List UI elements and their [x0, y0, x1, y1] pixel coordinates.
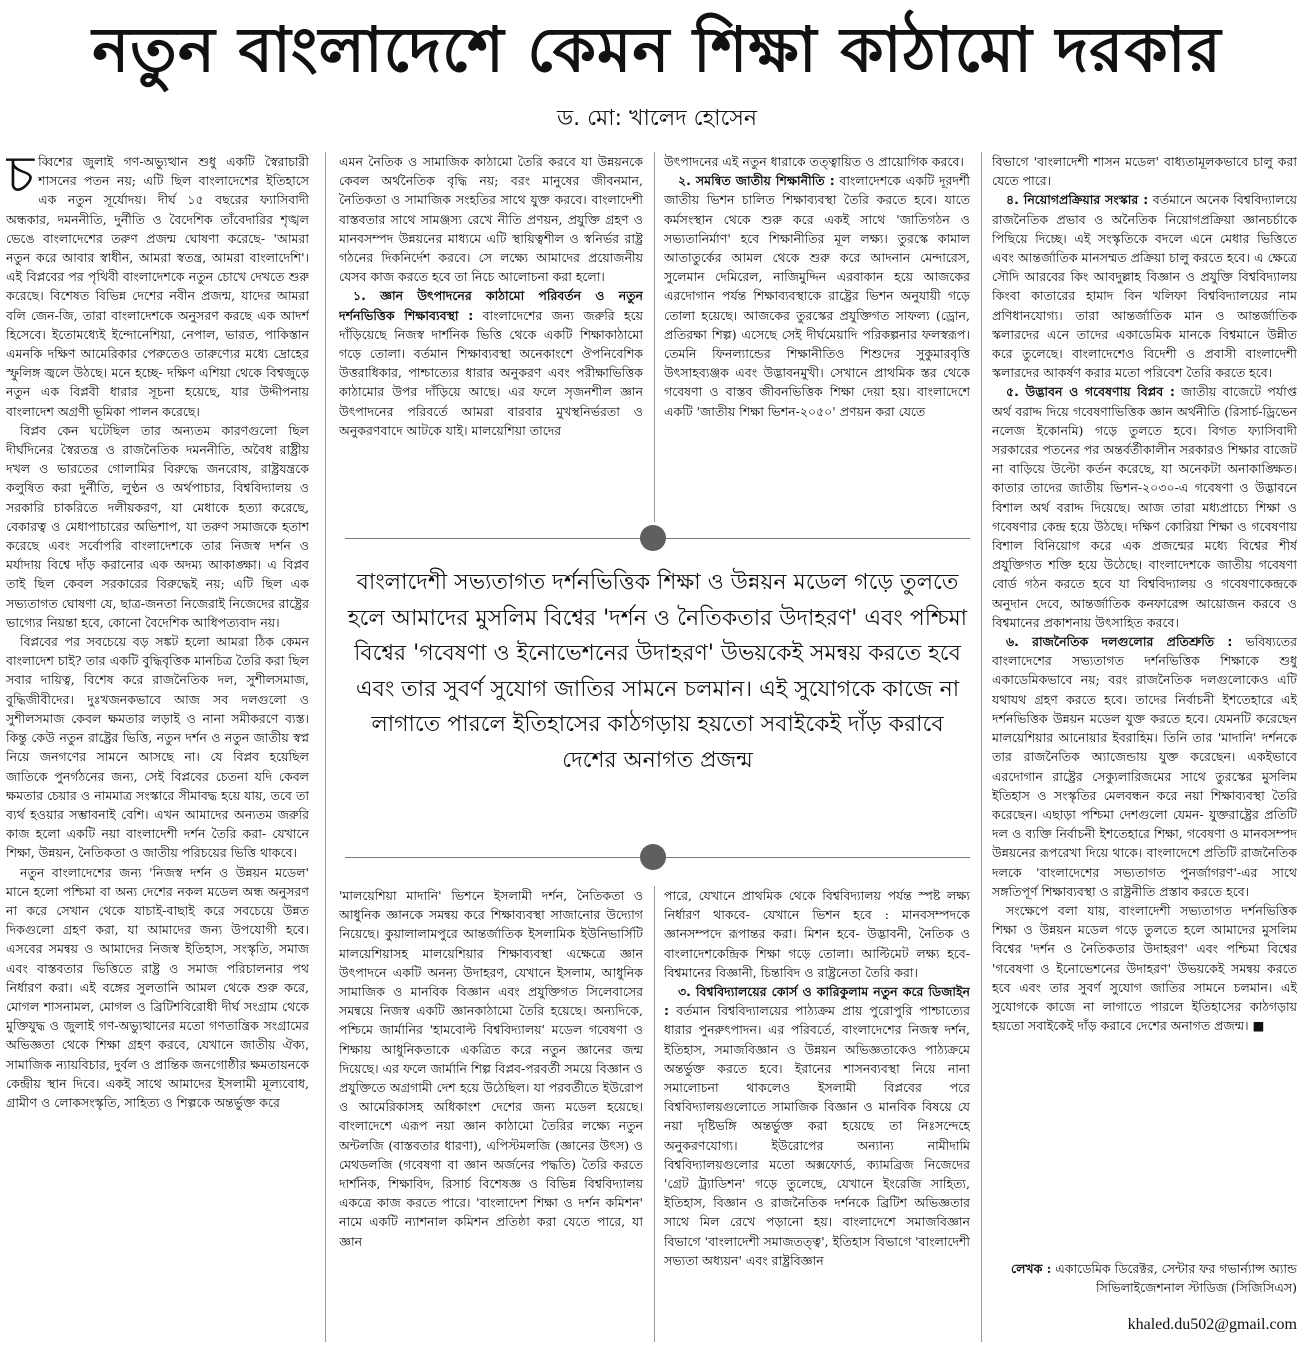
paragraph: বিপ্লবের পর সবচেয়ে বড় সঙ্কট হলো আমরা ঠিক কেমন বাংলাদেশ চাই? তার একটি বুদ্ধিবৃত্তিক মানচিত্র তৈরি করা ছিল সবার দায়িত্ব, বিশেষ করে রাজনৈতিক দল, সুশীলসমাজ, বুদ্ধিজীবীদের। দুঃখজনকভাবে আজ সব দলগুলো ও সুশীলসমাজ কেবল ক্ষমতার লড়াই ও নানা সমীকরণে ব্যস্ত। কিন্তু কেউ নতুন রাষ্ট্রের ভিত্তি, নতুন দর্শন ও নতুন জাতীয় স্বপ্ন নিয়ে জনগণের সামনে আসছে না। যে বিপ্লব হয়েছিল জাতিকে পুনর্গঠনের জন্য, সেই বিপ্লবের চেতনা যদি কেবল ক্ষমতার চেয়ার ও নামমাত্র সংস্কারে সীমাবদ্ধ হয়ে যায়, তবে তা ব্যর্থ হওয়ার সম্ভাবনাই বেশি। এখন আমাদের অন্যতম জরুরি কাজ হলো একটি নয়া বাংলাদেশী দর্শন তৈরি করা- যেখানে শিক্ষা, উন্নয়ন, নৈতিকতা ও জাতীয় পরিচয়ের ভিত্তি থাকবে।: [6, 634, 309, 861]
paragraph: এমন নৈতিক ও সামাজিক কাঠামো তৈরি করবে যা উন্নয়নকে কেবল অর্থনৈতিক বৃদ্ধি নয়; বরং মানুষের জীবনমান, নৈতিকতা ও সামাজিক সংহতির সাথে যুক্ত করবে। বাংলাদেশী বাস্তবতার সাথে সামঞ্জস্য রেখে নীতি প্রণয়ন, প্রযুক্তি গ্রহণ ও মানবসম্পদ উন্নয়নের মাধ্যমে এটি স্থায়িত্বশীল ও স্বনির্ভর রাষ্ট্র গঠনের দিকনির্দেশ করবে। সে লক্ষ্যে আমাদের প্রয়োজনীয় যেসব কাজ করতে হবে তা নিচে আলোচনা করা হলো।: [339, 154, 643, 285]
dropcap: চ: [6, 152, 35, 205]
headline: নতুন বাংলাদেশে কেমন শিক্ষা কাঠামো দরকার: [92, 13, 1222, 86]
paragraph: বিপ্লব কেন ঘটেছিল তার অন্যতম কারণগুলো ছিল দীর্ঘদিনের স্বৈরতন্ত্র ও রাজনৈতিক দমননীতি, অবৈধ রাষ্ট্রীয় দখল ও ভারতের গোলামির বিরুদ্ধে জনরোষ, রাষ্ট্রযন্ত্রকে কলুষিত করা দুর্নীতি, লুণ্ঠন ও অর্থপাচার, বিশ্ববিদ্যালয় ও সরকারি চাকরিতে দলীয়করণ, যা মেধাকে হত্যা করেছে, বেকারত্ব ও মেধাপাচারের অভিশাপ, যা তরুণ সমাজকে হতাশ করেছে এবং সর্বোপরি বাংলাদেশকে তার নিজস্ব দর্শন ও মর্যাদায় বিশ্বে দাঁড় করানোর এক অদম্য আকাঙ্ক্ষা। এ বিপ্লব তাই ছিল কেবল সরকারের বিরুদ্ধেই নয়; এটি ছিল এক সভ্যতাগত ঘোষণা যে, ছাত্র-জনতা নিজেরাই নিজেদের রাষ্ট্রের ভাগ্যের নিয়ন্তা হবে, কোনো বৈদেশিক আধিপত্যবাদ নয়।: [6, 422, 309, 630]
column-divider: [981, 152, 982, 1342]
column-1: [6, 152, 309, 1344]
paragraph: ব্বিশের জুলাই গণ-অভ্যুত্থান শুধু একটি স্বৈরাচারী শাসনের পতন নয়; এটি ছিল বাংলাদেশের ইতিহাসে এক নতুন সূর্যোদয়। দীর্ঘ ১৫ বছরের ফ্যাসিবাদী অন্ধকার, দমননীতি, দুর্নীতি ও বৈদেশিক তাঁবেদারির শৃঙ্খল ভেঙে বাংলাদেশের তরুণ প্রজন্ম ঘোষণা করেছে- 'আমরা নতুন করে আবার স্বাধীন, আমরা স্বতন্ত্র, আমরা বাংলাদেশি'। এই বিপ্লবের পর পৃথিবী বাংলাদেশকে নতুন চোখে দেখতে শুরু করেছে। বিশেষত বিভিন্ন দেশের নবীন প্রজন্ম, যাদের আমরা বলি জেন-জি, তারা বাংলাদেশকে অনুসরণ করছে এক আদর্শ হিসেবে। ইতোমধ্যেই ইন্দোনেশিয়া, নেপাল, ভারত, পাকিস্তান এমনকি দক্ষিণ আমেরিকার পেরুতেও তারুণ্যের মধ্যে দ্রোহের স্ফুলিঙ্গ জ্বলে উঠছে। মনে হচ্ছে- দক্ষিণ এশিয়া থেকে বিশ্বজুড়ে নতুন এক বিপ্লবী ধারার সূচনা হয়েছে, যার উদ্দীপনায় বাংলাদেশ অগ্রণী ভূমিকা পালন করেছে।: [6, 154, 309, 419]
byline: ড. মো: খালেদ হোসেন: [556, 106, 758, 131]
column-2-top: [339, 152, 643, 522]
paragraph: বর্তমানে অনেক বিশ্ববিদ্যালয়ে রাজনৈতিক প্রভাব ও অনৈতিক নিয়োগপ্রক্রিয়া জ্ঞানচর্চাকে পিছিয়ে দিচ্ছে। এই সংস্কৃতিকে বদলে এনে মেধার ভিত্তিতে এবং আন্তর্জাতিক মানসম্মত প্রক্রিয়া চালু করতে হবে। এ ক্ষেত্রে সৌদি আরবের কিং আবদুল্লাহ বিজ্ঞান ও প্রযুক্তি বিশ্ববিদ্যালয় কিংবা কাতারের হামাদ বিন খলিফা বিশ্ববিদ্যালয়ের নাম প্রণিধানযোগ্য। তারা আন্তর্জাতিক মান ও আন্তর্জাতিক স্কলারদের এনে তাদের একাডেমিক মানকে বিশ্বমানে উন্নীত করে তুলেছে। বাংলাদেশেও বিদেশী ও প্রবাসী বাংলাদেশী স্কলারদের আকর্ষণ করার মতো পরিবেশ তৈরি করতে হবে।: [992, 192, 1297, 381]
paragraph: জাতীয় বাজেটে পর্যাপ্ত অর্থ বরাদ্দ দিয়ে গবেষণাভিত্তিক জ্ঞান অর্থনীতি (রিসার্চ-ড্রিভেন নলেজ ইকোনমি) গড়ে তুলতে হবে। বিগত ফ্যাসিবাদী সরকারের পতনের পর অন্তর্বর্তীকালীন সরকারও শিক্ষার বাজেট না বাড়িয়ে উল্টো কর্তন করেছে, যা অনেকটা অনাকাঙ্ক্ষিত। কাতার তাদের জাতীয় ভিশন-২০৩০-এ গবেষণা ও উদ্ভাবনে বিশাল অর্থ বরাদ্দ দিয়েছে। আজ তারা মধ্যপ্রাচ্যে শিক্ষা ও গবেষণার কেন্দ্র হয়ে উঠছে। দক্ষিণ কোরিয়া শিক্ষা ও গবেষণায় বিশাল বিনিয়োগ করে এক প্রজন্মের মধ্যে বিশ্বের শীর্ষ প্রযুক্তিগত শক্তি হয়ে উঠেছে। বাংলাদেশকে জাতীয় গবেষণা বোর্ড গঠন করতে হবে যা বিশ্ববিদ্যালয় ও গবেষণাকেন্দ্রকে অনুদান দেবে, আন্তর্জাতিক কনফারেন্স আয়োজন করবে ও বিশ্বমানের প্রকাশনায় উৎসাহিত করবে।: [992, 384, 1297, 630]
section-heading: ৫. উদ্ভাবন ও গবেষণায় বিপ্লব :: [1006, 384, 1175, 400]
column-4: [992, 152, 1297, 1256]
section-heading: ৪. নিয়োগপ্রক্রিয়ার সংস্কার :: [1006, 192, 1149, 208]
paragraph: উৎপাদনের এই নতুন ধারাকে তত্ত্বায়িত ও প্রায়োগিক করবে।: [664, 154, 964, 169]
paragraph: বর্তমান বিশ্ববিদ্যালয়ের পাঠ্যক্রম প্রায় পুরোপুরি পাশ্চাত্যের ধারার পুনরুৎপাদন। এর পরিবর্তে, বাংলাদেশের নিজস্ব দর্শন, ইতিহাস, সমাজবিজ্ঞান ও উন্নয়ন অভিজ্ঞতাকেও পাঠ্যক্রমে অন্তর্ভুক্ত করতে হবে। ইরানের শাসনব্যবস্থা নিয়ে নানা সমালোচনা থাকলেও ইসলামী বিপ্লবের পরে বিশ্ববিদ্যালয়গুলোতে সামাজিক বিজ্ঞান ও মানবিক বিষয়ে যে নয়া দৃষ্টিভঙ্গি অন্তর্ভুক্ত করা হয়েছে তা নিঃসন্দেহে অনুকরণযোগ্য। ইউরোপের অন্যান্য নামীদামি বিশ্ববিদ্যালয়গুলোর মতো অক্সফোর্ড, ক্যামব্রিজ নিজেদের 'গ্রেট ট্র্যাডিশন' গড়ে তুলেছে, যেখানে ইংরেজি সাহিত্য, ইতিহাস, বিজ্ঞান ও রাজনৈতিক দর্শনকে ব্রিটিশ অভিজ্ঞতার সাথে মিল রেখে পড়ানো হয়। বাংলাদেশে সমাজবিজ্ঞান বিভাগে 'বাংলাদেশী সমাজতত্ত্ব', ইতিহাস বিভাগে 'বাংলাদেশী সভ্যতা অধ্যয়ন' এবং রাষ্ট্রবিজ্ঞান: [664, 1003, 970, 1268]
paragraph: বাংলাদেশকে একটি দূরদর্শী জাতীয় ভিশন চালিত শিক্ষাব্যবস্থা তৈরি করতে হবে। যাতে কর্মসংস্থান থেকে শুরু করে একই সাথে 'জাতিগঠন ও সভ্যতানির্মাণ' হবে শিক্ষানীতির মূল লক্ষ্য। তুরস্কে কামাল আতাতুর্কের আমল থেকে শুরু করে আদনান মেন্দারেস, সুলেমান দেমিরেল, নাজিমুদ্দিন এরবাকান হয়ে আজকের এরদোগান পর্যন্ত শিক্ষাব্যবস্থাকে রাষ্ট্রের ভিশন অনুযায়ী গড়ে তোলা হয়েছে। আজকের তুরস্কের প্রযুক্তিগত সাফল্য (ড্রোন, প্রতিরক্ষা শিল্প) এসেছে সেই দীর্ঘমেয়াদি পরিকল্পনার ফলস্বরূপ। তেমনি ফিনল্যান্ডের শিক্ষানীতিও শিশুদের সুকুমারবৃত্তি উৎসাহব্যঞ্জক এবং উদ্ভাবনমুখী। সেখানে প্রাথমিক স্তর থেকে গবেষণা ও বাস্তব জীবনভিত্তিক শিক্ষা দেয়া হয়। বাংলাদেশে একটি 'জাতীয় শিক্ষা ভিশন-২০৫০' প্রণয়ন করা যেতে: [664, 173, 970, 419]
column-3-top: [664, 152, 970, 522]
column-2-bottom: [339, 886, 643, 1344]
paragraph: পারে, যেখানে প্রাথমিক থেকে বিশ্ববিদ্যালয় পর্যন্ত স্পষ্ট লক্ষ্য নির্ধারণ থাকবে- যেখানে ভিশন হবে : মানবসম্পদকে জ্ঞানসম্পদে রূপান্তর করা। মিশন হবে- উদ্ভাবনী, নৈতিক ও বাংলাদেশকেন্দ্রিক শিক্ষা গড়ে তোলা। আল্টিমেট লক্ষ্য হবে- বিশ্বমানের বিজ্ঞানী, চিন্তাবিদ ও রাষ্ট্রনেতা তৈরি করা।: [664, 888, 970, 980]
pullquote-dot-bottom: [640, 844, 666, 870]
column-divider: [654, 152, 655, 522]
paragraph: 'মালয়েশিয়া মাদানি' ভিশনে ইসলামী দর্শন, নৈতিকতা ও আধুনিক জ্ঞানকে সমন্বয় করে শিক্ষাব্যবস্থা সাজানোর উদ্যোগ নিয়েছে। কুয়ালালামপুরে আন্তর্জাতিক ইসলামিক ইউনিভার্সিটি মালয়েশিয়াসহ মালয়েশিয়ার শিক্ষাব্যবস্থা এক্ষেত্রে জ্ঞান উৎপাদনে একটি অনন্য উদাহরণ, যেখানে ইসলাম, আধুনিক সামাজিক ও মানবিক বিজ্ঞান এবং প্রযুক্তিগত সিলেবাসের সমন্বয়ে নিজস্ব একটি জ্ঞানকাঠামো তৈরি হয়েছে। অন্যদিকে, পশ্চিমে জার্মানির 'হামবোল্ট বিশ্ববিদ্যালয়' মডেল গবেষণা ও শিক্ষায় আধুনিকতাকে একত্রিত করে নতুন জ্ঞানের জন্ম দিয়েছে। এর ফলে জার্মানি শিল্প বিপ্লব-পরবর্তী সময়ে বিজ্ঞান ও প্রযুক্তিতে অগ্রগামী দেশ হয়ে উঠেছিল। যা পরবর্তীতে ইউরোপ ও আমেরিকাসহ অধিকাংশ দেশের জন্য মডেল হয়েছে। বাংলাদেশে এরূপ নয়া জ্ঞান কাঠামো তৈরির লক্ষ্যে নতুন অন্টলজি (বাস্তবতার ধারণা), এপিস্টমলজি (জ্ঞানের উৎস) ও মেথডলজি (গবেষণা বা জ্ঞান অর্জনের পদ্ধতি) তৈরি করতে দার্শনিক, শিক্ষাবিদ, রিসার্চ বিশেষজ্ঞ ও বিভিন্ন বিশ্ববিদ্যালয় একত্রে কাজ করতে পারে। 'বাংলাদেশ শিক্ষা ও দর্শন কমিশন' নামে একটি ন্যাশনাল কমিশন প্রতিষ্ঠা করা যেতে পারে, যা জ্ঞান: [339, 888, 643, 1249]
author-label: লেখক :: [1011, 1261, 1052, 1276]
section-heading: ৬. রাজনৈতিক দলগুলোর প্রতিশ্রুতি :: [1006, 634, 1233, 650]
column-3-bottom: [664, 886, 970, 1344]
author-email[interactable]: khaled.du502@gmail.com: [1127, 1316, 1297, 1333]
paragraph: বাংলাদেশের জন্য জরুরি হয়ে দাঁড়িয়েছে নিজস্ব দার্শনিক ভিত্তি থেকে একটি শিক্ষাকাঠামো গড়ে তোলা। বর্তমান শিক্ষাব্যবস্থা অনেকাংশে ঔপনিবেশিক উত্তরাধিকার, পাশ্চাত্যের ধারার অনুকরণ এবং পরীক্ষাভিত্তিক কাঠামোর উপর দাঁড়িয়ে আছে। এর ফলে সৃজনশীল জ্ঞান উৎপাদনের পরিবর্তে আমরা বারবার মুখস্থনির্ভরতা ও অনুকরণবাদে আটকে যাই। মালয়েশিয়া তাদের: [339, 307, 643, 438]
section-heading: ১. জ্ঞান উৎপাদনের কাঠামো পরিবর্তন ও নতুন দর্শনভিত্তিক শিক্ষাব্যবস্থা :: [339, 288, 643, 323]
pull-quote: বাংলাদেশী সভ্যতাগত দর্শনভিত্তিক শিক্ষা ও উন্নয়ন মডেল গড়ে তুলতে হলে আমাদের মুসলিম বিশ্বের 'দর্শন ও নৈতিকতার উদাহরণ' এবং পশ্চিমা বিশ্বের 'গবেষণা ও ইনোভেশনের উদাহরণ' উভয়কেই সমন্বয় করতে হবে এবং তার সুবর্ণ সুযোগ জাতির সামনে চলমান। এই সুযোগকে কাজে না লাগাতে পারলে ইতিহাসের কাঠগড়ায় হয়তো সবাইকেই দাঁড় করাবে দেশের অনাগত প্রজন্ম: [347, 570, 968, 773]
section-heading: ২. সমন্বিত জাতীয় শিক্ষানীতি :: [678, 173, 835, 189]
author-note: [992, 1259, 1297, 1297]
paragraph: নতুন বাংলাদেশের জন্য 'নিজস্ব দর্শন ও উন্নয়ন মডেল' মানে হলো পশ্চিমা বা অন্য দেশের নকল মডেল অন্ধ অনুসরণ না করে সেখান থেকে যাচাই-বাছাই করে সবচেয়ে উন্নত দিকগুলো গ্রহণ করা, যা আমাদের জন্য উপযোগী হবে। এসবের সমন্বয় ও আমাদের নিজস্ব ইতিহাস, সংস্কৃতি, সমাজ এবং বাস্তবতার ভিত্তিতে রাষ্ট্র ও সমাজ পরিচালনার পথ নির্ধারণ করা। এই বঙ্গের সুলতানি আমল থেকে শুরু করে, মোগল শাসনামল, মোগল ও ব্রিটিশবিরোধী দীর্ঘ সংগ্রাম থেকে মুক্তিযুদ্ধ ও জুলাই গণ-অভ্যুত্থানের মতো গণতান্ত্রিক সংগ্রামের অভিজ্ঞতা থেকে শিক্ষা গ্রহণ করবে, যেখানে জাতীয় ঐক্য, সামাজিক ন্যায়বিচার, দুর্বল ও প্রান্তিক জনগোষ্ঠীর ক্ষমতায়নকে কেন্দ্রীয় স্থান দিবে। একই সাথে আমাদের ইসলামী মূল্যবোধ, গ্রামীণ ও লোকসংস্কৃতি, সাহিত্য ও শিল্পকে অন্তর্ভুক্ত করে: [6, 864, 309, 1110]
column-divider: [654, 886, 655, 1342]
section-heading: ৩. বিশ্ববিদ্যালয়ের কোর্স ও কারিকুলাম নতুন করে ডিজাইন :: [664, 984, 970, 1019]
pullquote-dot-top: [640, 525, 666, 551]
column-divider: [325, 152, 326, 1342]
paragraph: বিভাগে 'বাংলাদেশী শাসন মডেল' বাধ্যতামূলকভাবে চালু করা যেতে পারে।: [992, 154, 1297, 189]
paragraph: ভবিষ্যতের বাংলাদেশের সভ্যতাগত দর্শনভিত্তিক শিক্ষাকে শুধু একাডেমিকভাবে নয়; বরং রাজনৈতিক দলগুলোকেও এটি যথাযথ গ্রহণ করতে হবে। তাদের নির্বাচনী ইশতেহারে এই দর্শনভিত্তিক উন্নয়ন মডেল যুক্ত করতে হবে। যেমনটি করেছেন মালয়েশিয়ার আনোয়ার ইবরাহিম। তিনি তার 'মাদানি' দর্শনকে তার রাজনৈতিক অ্যাজেন্ডায় যুক্ত করেছেন। একইভাবে এরদোগান রাষ্ট্রের সেক্যুলারিজমের সাথে তুরস্কের মুসলিম ইতিহাস ও সংস্কৃতির মেলবন্ধন করে নয়া শিক্ষাব্যবস্থা তৈরি করেছেন। এছাড়া পশ্চিমা দেশগুলো যেমন- যুক্তরাষ্ট্রের প্রতিটি দল ও ব্যক্তি নির্বাচনী ইশতেহারে শিক্ষা, গবেষণা ও মানবসম্পদ উন্নয়নের রূপরেখা দিয়ে থাকে। বাংলাদেশে প্রতিটি রাজনৈতিক দলকে 'বাংলাদেশের সভ্যতাগত পুনর্জাগরণ'-এর সাথে সঙ্গতিপূর্ণ শিক্ষাব্যবস্থা ও রাষ্ট্রনীতি প্রস্তাব করতে হবে।: [992, 634, 1297, 899]
author-description: একাডেমিক ডিরেক্টর, সেন্টার ফর গভার্ন্যান্স অ্যান্ড সিভিলাইজেশনাল স্টাডিজ (সিজিসিএস): [1051, 1261, 1297, 1295]
paragraph: সংক্ষেপে বলা যায়, বাংলাদেশী সভ্যতাগত দর্শনভিত্তিক শিক্ষা ও উন্নয়ন মডেল গড়ে তুলতে হলে আমাদের মুসলিম বিশ্বের 'দর্শন ও নৈতিকতার উদাহরণ' এবং পশ্চিমা বিশ্বের 'গবেষণা ও ইনোভেশনের উদাহরণ' উভয়কেই সমন্বয় করতে হবে এবং তার সুবর্ণ সুযোগ জাতির সামনে চলমান। এই সুযোগকে কাজে না লাগাতে পারলে ইতিহাসের কাঠগড়ায় হয়তো সবাইকেই দাঁড় করাবে দেশের অনাগত প্রজন্ম। ■: [992, 902, 1297, 1034]
